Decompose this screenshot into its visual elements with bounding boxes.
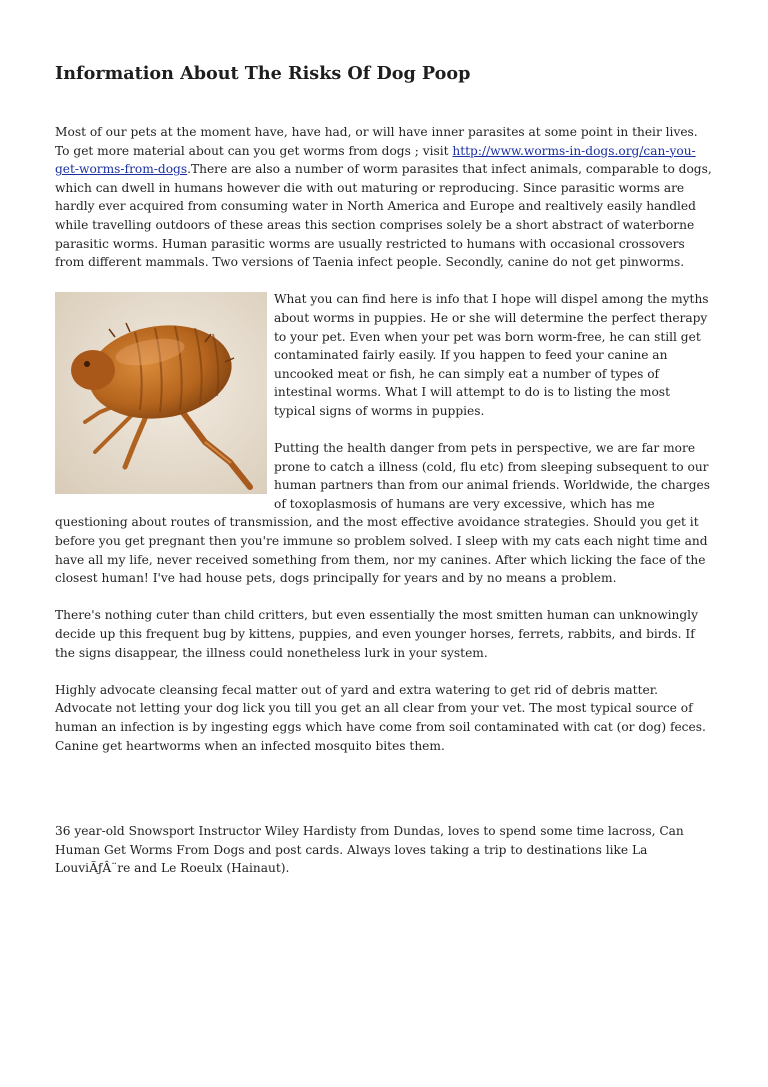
worms-in-dogs-link[interactable]: http://www.worms-in-dogs.org/can-you-get-worms-from-dogs — [55, 143, 696, 177]
author-bio-section — [55, 822, 715, 878]
paragraph-5: Highly advocate cleansing fecal matter out of yard and extra watering to get rid of debris matter. Advocate not letting your dog lick you till you get an all clear from your vet. The most typical source of human an infection is by ingesting eggs which have come from soil contaminated with cat (or dog) feces. Canine get heartworms when an infected mosquito bites them. — [55, 682, 706, 753]
paragraph-2: What you can find here is info that I hope will dispel among the myths about worms in puppies. He or she will determine the perfect therapy to your pet. Even when your pet was born worm-free, he can still get contaminated fairly easily. If you happen to feed your canine an uncooked meat or fish, he can simply eat a number of types of intestinal worms. What I will attempt to do is to listing the most typical signs of worms in puppies. — [274, 292, 709, 418]
page-title: Information About The Risks Of Dog Poop — [55, 63, 471, 84]
flea-photo — [55, 292, 267, 494]
paragraph-3: Putting the health danger from pets in perspective, we are far more prone to catch a illness (cold, flu etc) from sleeping subsequent to our human partners than from our animal friends. Worldwide, the charges of toxoplasmosis of humans are very excessive, which has me questioning about routes of transmission, and the most effective avoidance strategies. Should you get it before you get pregnant then you're immune so problem solved. I sleep with my cats each night time and have all my life, never received something from them, nor my canines. After which licking the face of the closest human! I've had house pets, dogs principally for years and by no means a problem. — [55, 441, 711, 586]
paragraph-1-end: .There are also a number of worm parasites that infect animals, comparable to dogs, which can dwell in humans however die with out maturing or reproducing. Since parasitic worms are hardly ever acquired from consuming water in North America and Europe and realtively easily handled while travelling outdoors of these areas this section comprises solely be a short abstract of waterborne parasitic worms. Human parasitic worms are usually restricted to humans with occasional crossovers from different mammals. Two versions of Taenia infect people. Secondly, canine do not get pinworms. — [55, 162, 712, 270]
article-body — [55, 123, 715, 774]
paragraph-4: There's nothing cuter than child critters, but even essentially the most smitten human can unknowingly decide up this frequent bug by kittens, puppies, and even younger horses, ferrets, rabbits, and birds. If the signs disappear, the illness could nonetheless lurk in your system. — [55, 608, 698, 660]
paragraph-1-start: Most of our pets at the moment have, have had, or will have inner parasites at some point in their lives. To get more material about can you get worms from dogs ; visit — [55, 125, 698, 158]
paragraph-1 — [55, 123, 715, 272]
author-bio: 36 year-old Snowsport Instructor Wiley Hardisty from Dundas, loves to spend some time lacross, Can Human Get Worms From Dogs and post cards. Always loves taking a trip to destinations like La LouviÃƒÂ¨re and Le Roeulx (Hainaut). — [55, 824, 684, 876]
